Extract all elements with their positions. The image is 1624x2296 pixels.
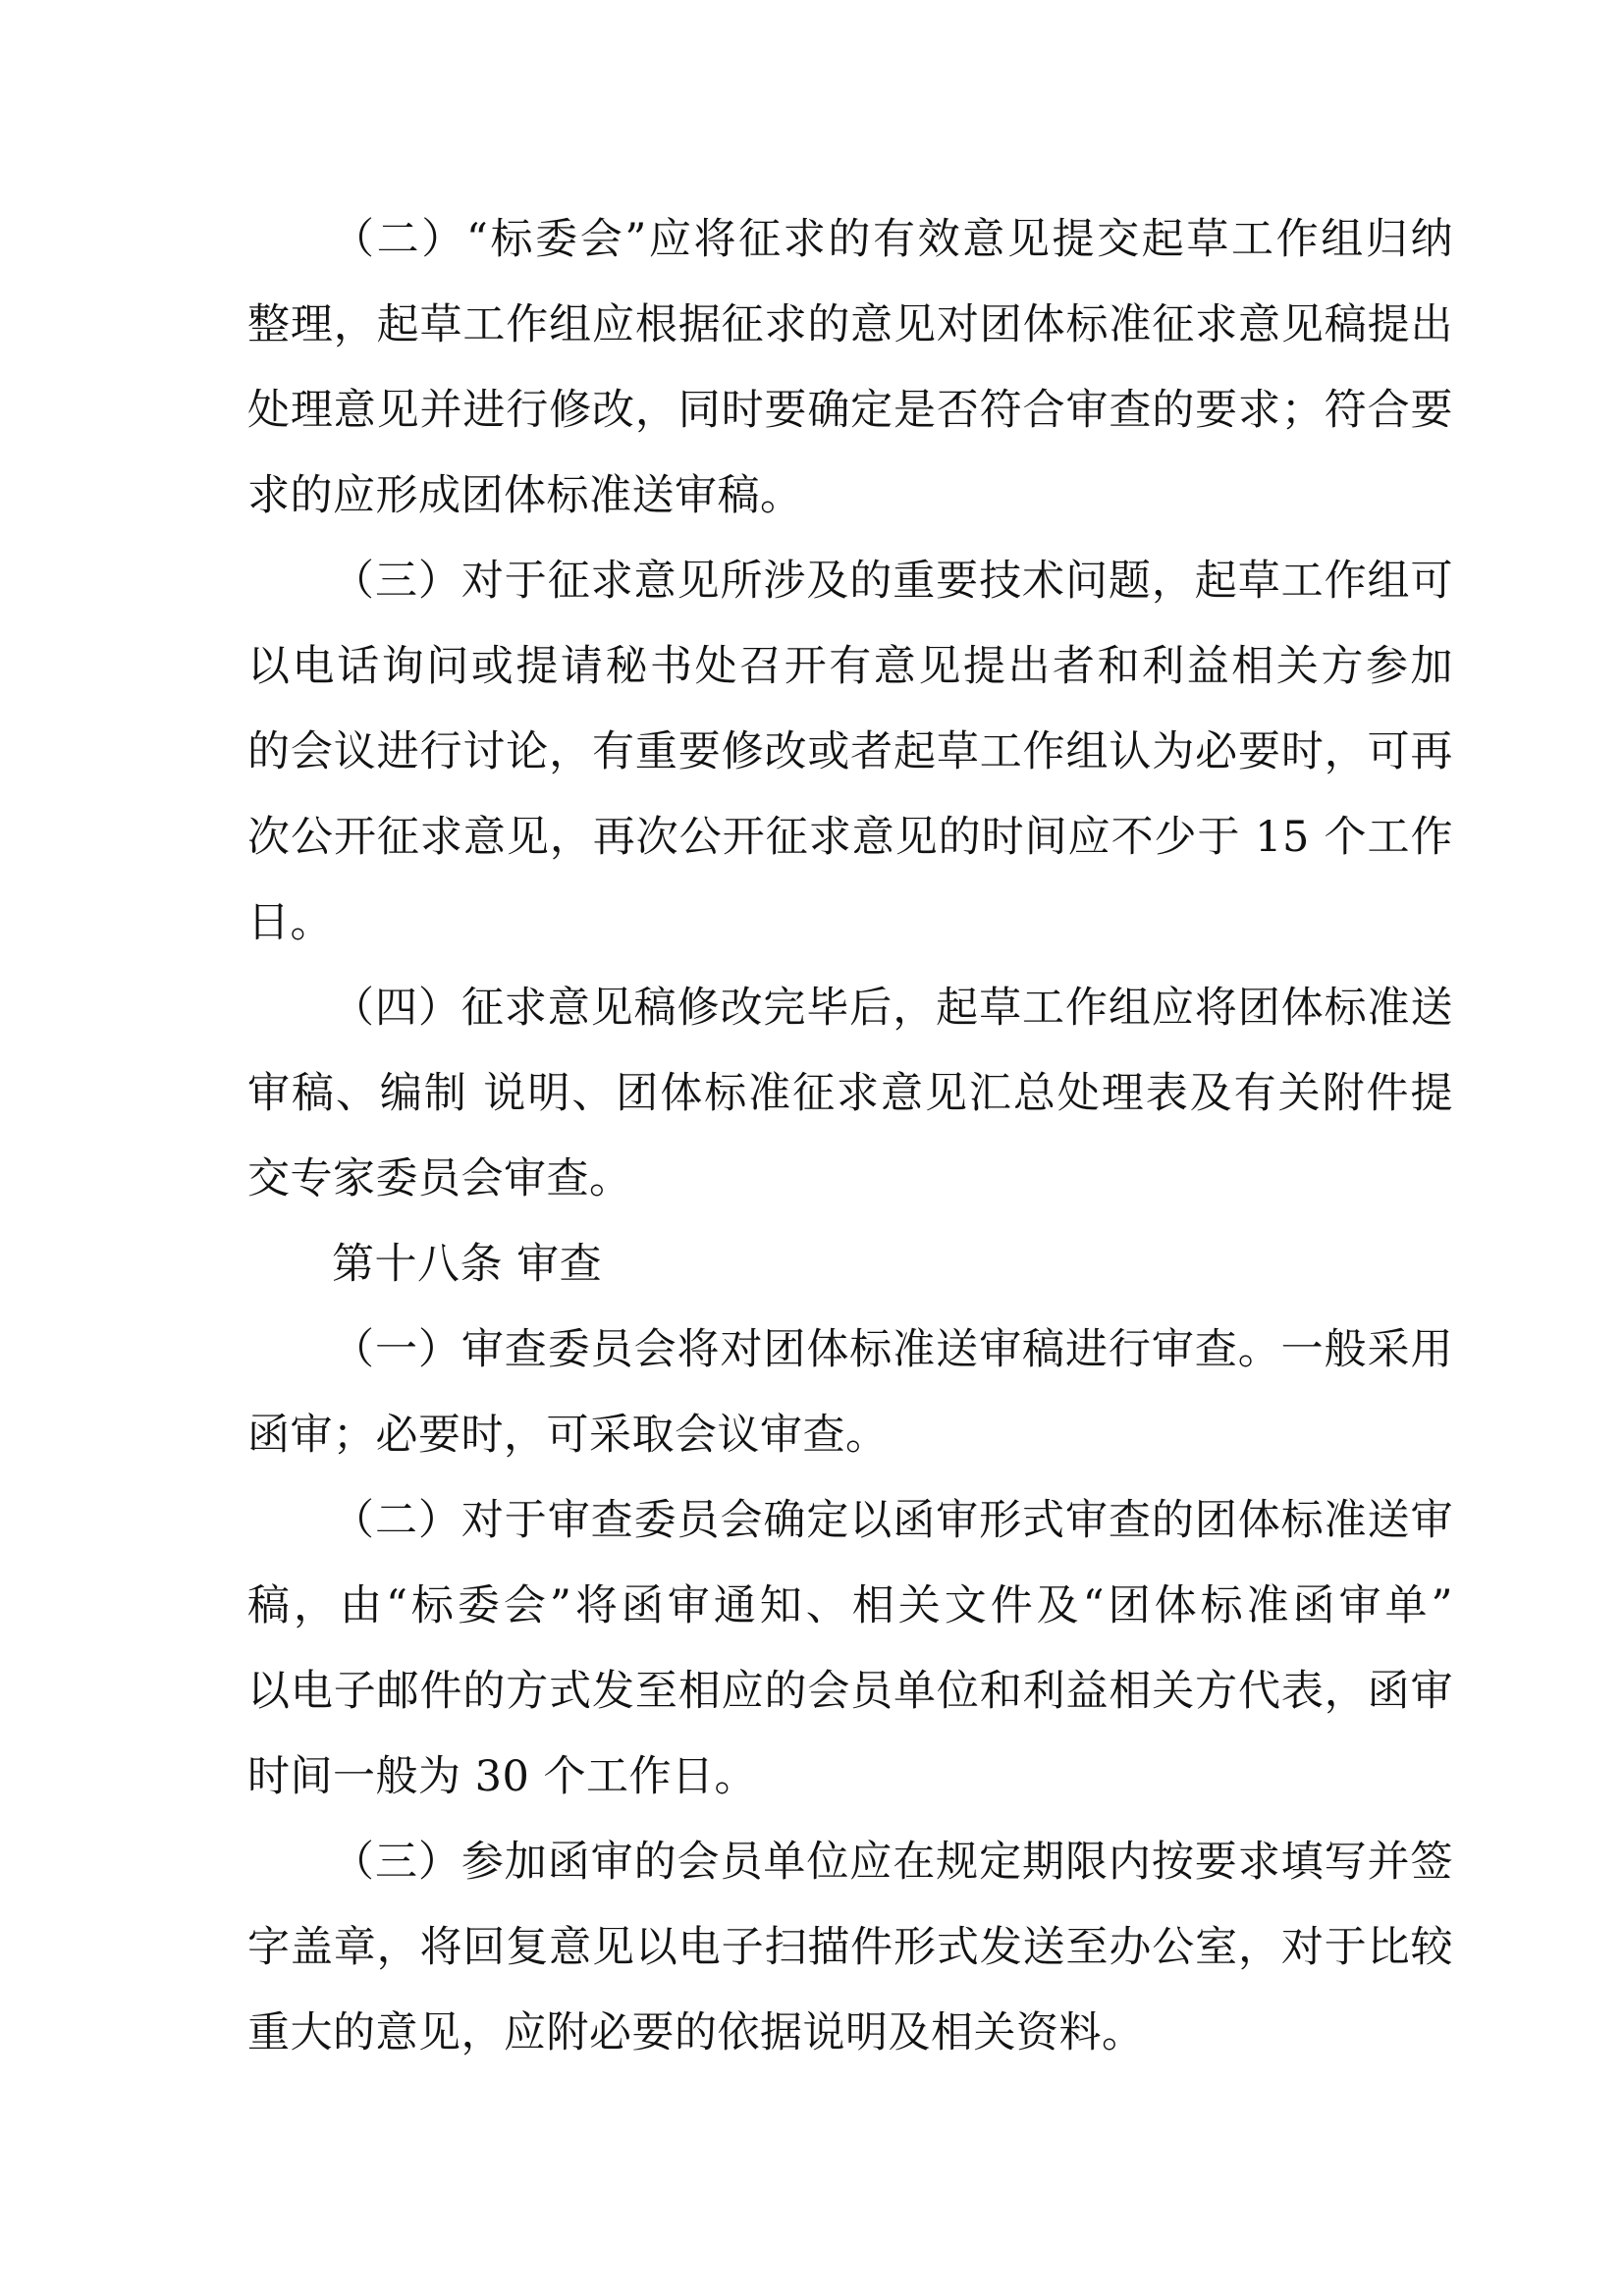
- text-line: （二）“标委会”应将征求的有效意见提交起草工作组归纳: [332, 215, 1453, 264]
- text-line: （一）审查委员会将对团体标准送审稿进行审查。一般采用: [332, 1325, 1453, 1374]
- text-line: 函审；必要时，可采取会议审查。: [247, 1411, 889, 1460]
- text-line: 以电子邮件的方式发至相应的会员单位和利益相关方代表，函审: [247, 1667, 1453, 1716]
- text-line: 的会议进行讨论，有重要修改或者起草工作组认为必要时，可再: [247, 727, 1453, 776]
- text-line: 审稿、编制 说明、团体标准征求意见汇总处理表及有关附件提: [247, 1069, 1453, 1118]
- text-line: 时间一般为 30 个工作日。: [247, 1752, 758, 1801]
- text-line: 次公开征求意见，再次公开征求意见的时间应不少于 15 个工作: [247, 813, 1453, 862]
- text-line: （二）对于审查委员会确定以函审形式审查的团体标准送审: [332, 1496, 1453, 1545]
- text-line: 重大的意见，应附必要的依据说明及相关资料。: [247, 2008, 1145, 2057]
- text-line: 交专家委员会审查。: [247, 1154, 632, 1203]
- text-line: （三）对于征求意见所涉及的重要技术问题，起草工作组可: [332, 557, 1453, 606]
- text-line: 日。: [247, 898, 333, 947]
- text-line: 稿，由“标委会”将函审通知、相关文件及“团体标准函审单”: [247, 1581, 1453, 1630]
- text-line: 字盖章，将回复意见以电子扫描件形式发送至办公室，对于比较: [247, 1923, 1453, 1972]
- text-line: 求的应形成团体标准送审稿。: [247, 471, 803, 520]
- text-content: [247, 197, 1453, 2076]
- text-line: 处理意见并进行修改，同时要确定是否符合审查的要求；符合要: [247, 386, 1453, 435]
- text-line: 整理，起草工作组应根据征求的意见对团体标准征求意见稿提出: [247, 300, 1453, 349]
- text-line: （三）参加函审的会员单位应在规定期限内按要求填写并签: [332, 1838, 1453, 1887]
- text-line: 以电话询问或提请秘书处召开有意见提出者和利益相关方参加: [247, 642, 1453, 691]
- text-line: 第十八条 审查: [332, 1240, 603, 1289]
- text-line: （四）征求意见稿修改完毕后，起草工作组应将团体标准送: [332, 984, 1453, 1033]
